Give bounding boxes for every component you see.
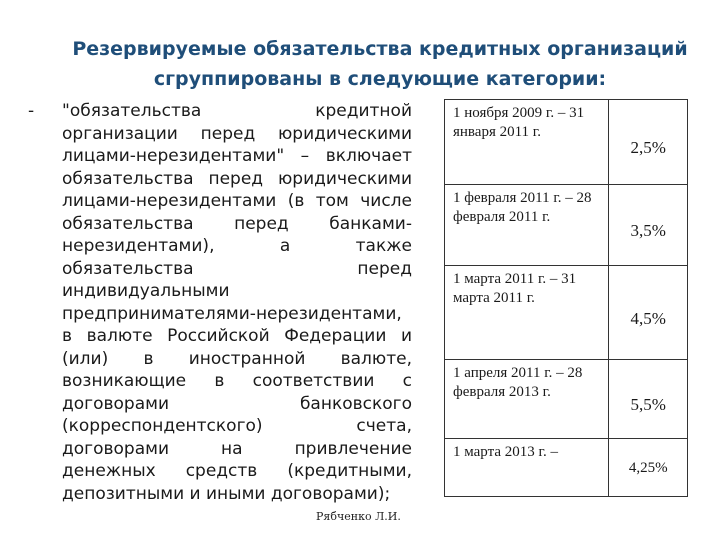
definition-text: "обязательства кредитной организации перед юридическими лицами-нерезидентами" – включает обязательства перед юридическими лицами-нерезидентами (в том числе обязательства перед банками-нерезидентами), а также обязательства перед индивидуальными предпринимателями-нерезидентами, в валюте Российской Федерации и (или) в иностранной валюте, возникающие в соответствии с договорами банковского (корреспондентского) счета, договорами на привлечение денежных средств (кредитными, депозитными и иными договорами); (62, 101, 412, 504)
rate-cell: 3,5% (609, 185, 688, 266)
author-name: Рябченко Л.И. (316, 510, 401, 523)
rate-cell: 4,5% (609, 266, 688, 360)
period-cell: 1 марта 2013 г. – (445, 439, 609, 497)
period-cell: 1 апреля 2011 г. – 28 февраля 2013 г. (445, 360, 609, 439)
rate-cell: 4,25% (609, 439, 688, 497)
bullet-dash: - (28, 101, 35, 121)
table-row (445, 100, 688, 185)
table-row (445, 185, 688, 266)
slide-title-line-1: Резервируемые обязательства кредитных организаций (72, 38, 688, 60)
period-cell: 1 ноября 2009 г. – 31 января 2011 г. (445, 100, 609, 185)
table-row (445, 266, 688, 360)
table-row (445, 360, 688, 439)
period-cell: 1 марта 2011 г. – 31 марта 2011 г. (445, 266, 609, 360)
reserve-rates-table (444, 99, 688, 497)
table-row (445, 439, 688, 497)
slide-title-line-2: сгруппированы в следующие категории: (153, 68, 607, 90)
slide-title (60, 34, 700, 94)
period-cell: 1 февраля 2011 г. – 28 февраля 2011 г. (445, 185, 609, 266)
rate-cell: 5,5% (609, 360, 688, 439)
rate-cell: 2,5% (609, 100, 688, 185)
